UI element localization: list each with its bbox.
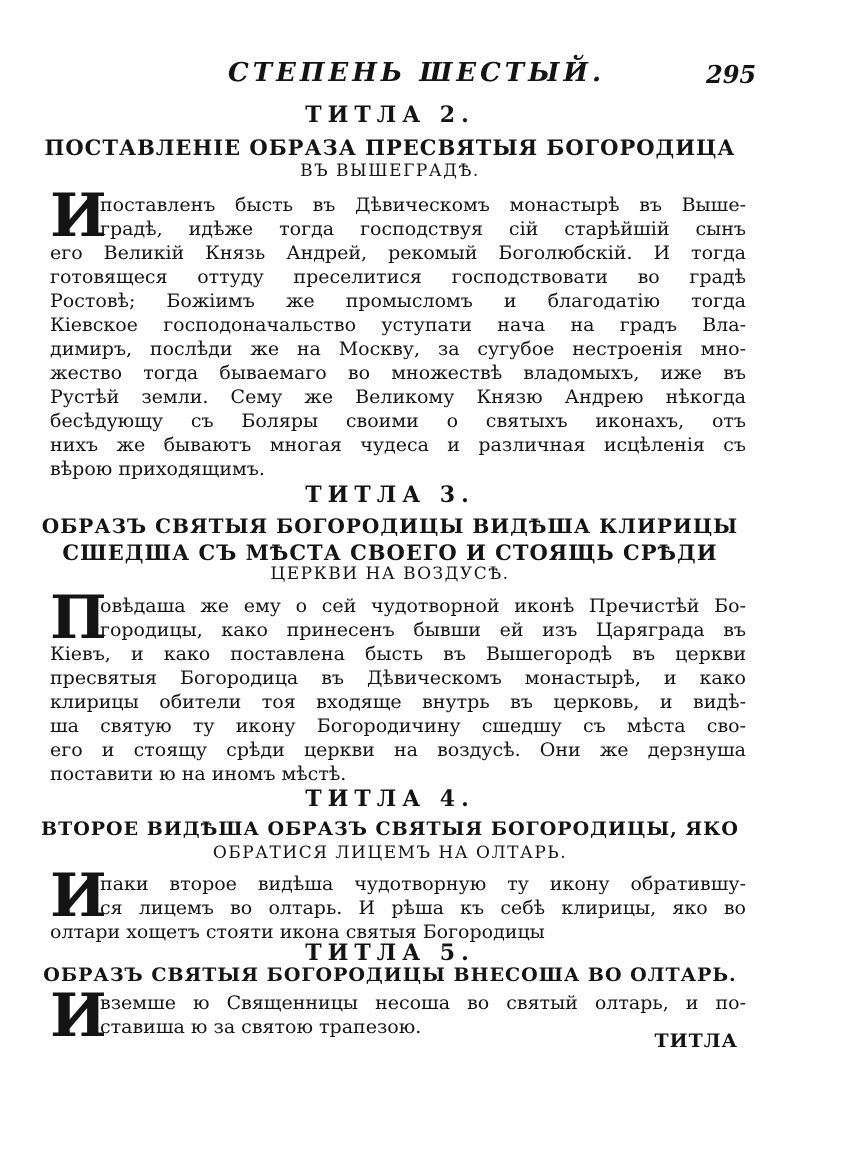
running-head <box>0 58 854 94</box>
section-title: ОБРАЗЪ СВЯТЫЯ БОГОРОДИЦЫ ВНЕСОША ВО ОЛТАРЬ. <box>43 964 737 986</box>
text-line: пресвятыя Богородица въ Дѣвическомъ монастырѣ, и како <box>50 667 746 689</box>
section-title: ОБРАЗЪ СВЯТЫЯ БОГОРОДИЦЫ ВИДѢША КЛИРИЦЫ <box>41 514 739 538</box>
text-line: городицы, како принесенъ бывши ей изъ Царяграда въ <box>100 619 746 641</box>
drop-cap-initial: П <box>50 583 107 653</box>
section-titla: ТИТЛА 2. <box>305 102 475 128</box>
text-line: ставиша ю за святою трапезою. <box>100 1016 422 1038</box>
section-titla: ТИТЛА 4. <box>305 786 475 812</box>
page-number: 295 <box>706 60 757 89</box>
section-title: ПОСТАВЛЕНІЕ ОБРАЗА ПРЕСВЯТЫЯ БОГОРОДИЦА <box>44 135 736 160</box>
text-line: Рустѣй земли. Сему же Великому Князю Андрею нѣкогда <box>50 386 746 408</box>
text-line: поставленъ бысть въ Дѣвическомъ монастырѣ въ Выше- <box>100 194 746 216</box>
drop-cap-initial: И <box>50 981 107 1051</box>
text-line: овѣдаша же ему о сей чудотворной иконѣ Пречистѣй Бо- <box>100 595 746 617</box>
section-titla: ТИТЛА 5. <box>305 940 475 966</box>
text-line: вземше ю Священницы несоша во святый олтарь, и по- <box>100 992 746 1014</box>
catchword: ТИТЛА <box>654 1030 738 1052</box>
text-line: жество тогда бываемаго во множествѣ владомыхъ, иже въ <box>50 362 746 384</box>
text-line: его Великій Князь Андрей, рекомый Боголюбскій. И тогда <box>50 242 746 264</box>
text-line: олтари хощетъ стояти икона святыя Богородицы <box>50 921 545 943</box>
section-subtitle: ОБРАТИСЯ ЛИЦЕМЪ НА ОЛТАРЬ. <box>212 843 568 863</box>
section-subtitle: ЦЕРКВИ НА ВОЗДУСѢ. <box>270 564 510 584</box>
section-subtitle: ВЪ ВЫШЕГРАДѢ. <box>300 161 480 181</box>
text-line: ша святую ту икону Богородичину сшедшу съ мѣста сво- <box>50 715 746 737</box>
text-line: Ростовѣ; Божіимъ же промысломъ и благодатію тогда <box>50 290 746 312</box>
section-titla: ТИТЛА 3. <box>305 482 475 508</box>
drop-cap-initial: И <box>50 181 107 251</box>
text-line: паки второе видѣша чудотворную ту икону обратившу- <box>100 873 746 895</box>
text-line: нихъ же бываютъ многая чудеса и различная исцѣленія съ <box>50 434 746 456</box>
text-line: Кіевъ, и како поставлена бысть въ Вышегородѣ въ церкви <box>50 643 746 665</box>
text-line: клирицы обители тоя входяще внутрь въ церковь, и видѣ- <box>50 691 746 713</box>
text-line: его и стоящу срѣди церкви на воздусѣ. Они же дерзнуша <box>50 739 746 761</box>
text-line: готовящеся оттуду преселитися господствовати во градѣ <box>50 266 746 288</box>
text-line: димиръ, послѣди же на Москву, за сугубое нестроенія мно- <box>50 338 746 360</box>
text-line: поставити ю на иномъ мѣстѣ. <box>50 763 347 785</box>
text-line: вѣрою приходящимъ. <box>50 458 265 480</box>
text-line: градѣ, идѣже тогда господствуя сій старѣйшій сынъ <box>100 218 746 240</box>
running-title: СТЕПЕНЬ ШЕСТЫЙ. <box>228 58 606 88</box>
text-line: ся лицемъ во олтарь. И рѣша къ себѣ клирицы, яко во <box>100 897 746 919</box>
section-title: ВТОРОЕ ВИДѢША ОБРАЗЪ СВЯТЫЯ БОГОРОДИЦЫ, ЯКО <box>41 818 739 840</box>
section-title: СШЕДША СЪ МѢСТА СВОЕГО И СТОЯЩЬ СРѢДИ <box>62 540 718 565</box>
text-line: бесѣдующу съ Боляры своими о святыхъ иконахъ, отъ <box>50 410 746 432</box>
drop-cap-initial: И <box>50 861 107 931</box>
text-line: Кіевское господоначальство уступати нача на градъ Вла- <box>50 314 746 336</box>
